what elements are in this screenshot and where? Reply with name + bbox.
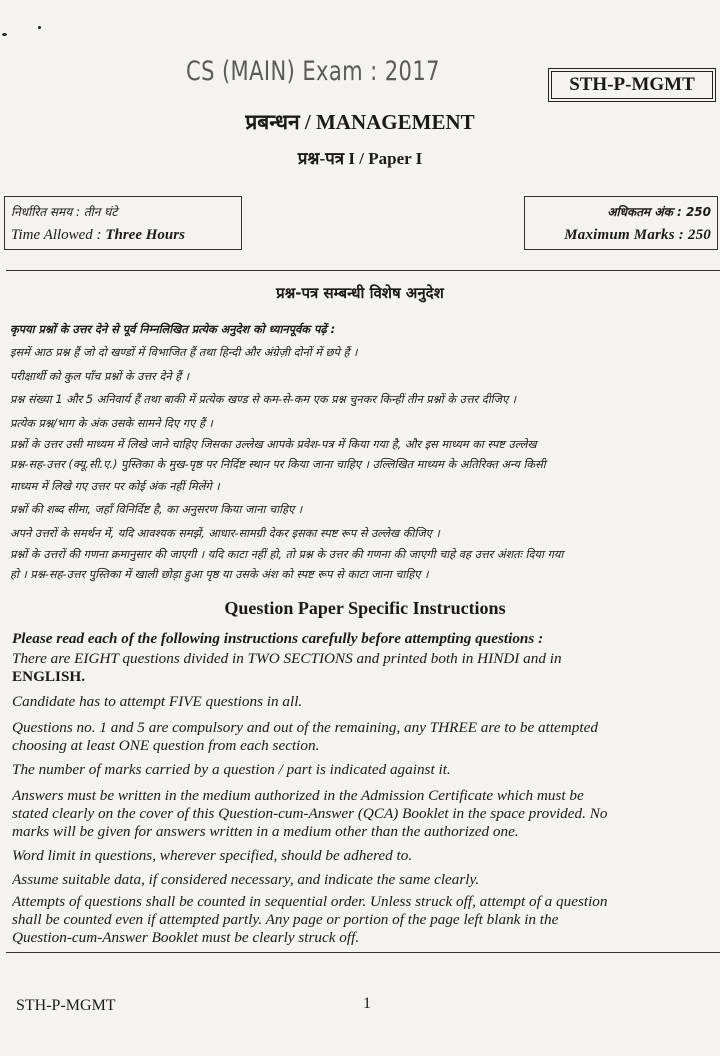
english-instruction-line: The number of marks carried by a question / part is indicated against it. [12, 761, 451, 778]
hindi-instruction-line: कृपया प्रश्नों के उत्तर देने से पूर्व निम्नलिखित प्रत्येक अनुदेश को ध्यानपूर्वक पढ़ें : [10, 323, 336, 336]
hindi-instruction-line: प्रश्नों की शब्द सीमा, जहाँ विनिर्दिष्ट है, का अनुसरण किया जाना चाहिए । [10, 503, 303, 517]
english-instructions [12, 628, 720, 947]
paper-code-box: STH-P-MGMT [551, 71, 713, 99]
english-instruction-line: marks will be given for answers written in a medium other than the authorized one. [12, 823, 519, 840]
english-instruction-line: Questions no. 1 and 5 are compulsory and out of the remaining, any THREE are to be attempted [12, 719, 598, 736]
hindi-instruction-line: प्रश्नों के उत्तर उसी माध्यम में लिखे जाने चाहिए जिसका उल्लेख आपके प्रवेश-पत्र में किया गया है, और इस माध्यम का स्पष्ट उल्लेख [10, 437, 537, 451]
maximum-marks-box [524, 196, 718, 250]
english-instruction-line: Attempts of questions shall be counted in sequential order. Unless struck off, attempt of a question [12, 893, 608, 910]
time-allowed-box [4, 196, 242, 250]
hindi-instruction-line: इसमें आठ प्रश्न हैं जो दो खण्डों में विभाजित हैं तथा हिन्दी और अंग्रेज़ी दोनों में छपे हैं । [10, 346, 358, 360]
page-number: 1 [363, 995, 371, 1012]
time-hindi: निर्धारित समय : तीन घंटे [11, 205, 118, 219]
hindi-instruction-line: प्रत्येक प्रश्न/भाग के अंक उसके सामने दिए गए हैं । [10, 416, 213, 430]
hindi-instructions-heading: प्रश्न-पत्र सम्बन्धी विशेष अनुदेश [276, 284, 444, 302]
hindi-instructions [10, 318, 720, 585]
exam-stamp: CS (MAIN) Exam : 2017 [186, 56, 440, 87]
hindi-instruction-line: प्रश्नों के उत्तरों की गणना क्रमानुसार की जाएगी । यदि काटा नहीं हो, तो प्रश्न के उत्तर की गणना की जाएगी चाहे वह उत्तर अंशतः दिया गया [10, 548, 564, 562]
english-instruction-line: Assume suitable data, if considered necessary, and indicate the same clearly. [12, 871, 480, 888]
english-instruction-line: There are EIGHT questions divided in TWO SECTIONS and printed both in HINDI and in [12, 650, 562, 667]
hindi-instruction-line: हो । प्रश्न-सह-उत्तर पुस्तिका में खाली छोड़ा हुआ पृष्ठ या उसके अंश को स्पष्ट रूप से काटा जाना चाहिए । [10, 568, 429, 582]
marks-hindi: अधिकतम अंक : 250 [607, 205, 711, 219]
english-instruction-line: stated clearly on the cover of this Question-cum-Answer (QCA) Booklet in the space provided. No [12, 805, 608, 822]
english-instructions-heading: Question Paper Specific Instructions [224, 598, 506, 618]
hindi-instruction-line: अपने उत्तरों के समर्थन में, यदि आवश्यक समझें, आधार-सामग्री देकर इसका स्पष्ट रूप से उल्लेख कीजिए । [10, 526, 440, 540]
divider-top [6, 270, 720, 271]
english-instruction-line: choosing at least ONE question from each section. [12, 737, 320, 754]
footer-paper-code: STH-P-MGMT [16, 997, 116, 1014]
english-instruction-intro: Please read each of the following instructions carefully before attempting questions : [12, 630, 544, 647]
time-value: Three Hours [105, 227, 185, 243]
english-instruction-line: Question-cum-Answer Booklet must be clearly struck off. [12, 929, 360, 946]
scan-speck [38, 26, 41, 29]
scan-speck [2, 33, 7, 36]
english-instruction-line: ENGLISH. [12, 668, 86, 685]
hindi-instruction-line: माध्यम में लिखे गए उत्तर पर कोई अंक नहीं मिलेंगे । [10, 479, 220, 493]
time-english: Time Allowed : Three Hours [11, 227, 185, 243]
paper-title: प्रश्न-पत्र I / Paper I [297, 149, 423, 168]
hindi-instruction-line: प्रश्न-सह-उत्तर (क्यू.सी.ए.) पुस्तिका के मुख-पृष्ठ पर निर्दिष्ट स्थान पर किया जाना चाहिए । उल्लिखित माध्यम के अतिरिक्त अन्य किसी [10, 457, 546, 471]
english-instruction-line: Word limit in questions, wherever specified, should be adhered to. [12, 847, 413, 864]
english-instruction-line: Candidate has to attempt FIVE questions in all. [12, 693, 303, 710]
english-instruction-line: Answers must be written in the medium authorized in the Admission Certificate which must be [12, 787, 584, 804]
hindi-instruction-line: प्रश्न संख्या 1 और 5 अनिवार्य हैं तथा बाकी में प्रत्येक खण्ड से कम-से-कम एक प्रश्न चुनकर किन्हीं तीन प्रश्नों के उत्तर दीजिए । [10, 393, 517, 407]
hindi-instruction-line: परीक्षार्थी को कुल पाँच प्रश्नों के उत्तर देने हैं । [10, 369, 190, 383]
subject-title: प्रबन्धन / MANAGEMENT [245, 110, 475, 134]
divider-bottom [6, 952, 720, 953]
marks-english: Maximum Marks : 250 [564, 227, 711, 243]
english-instruction-line: shall be counted even if attempted partly. Any page or portion of the page left blank in the [12, 911, 559, 928]
